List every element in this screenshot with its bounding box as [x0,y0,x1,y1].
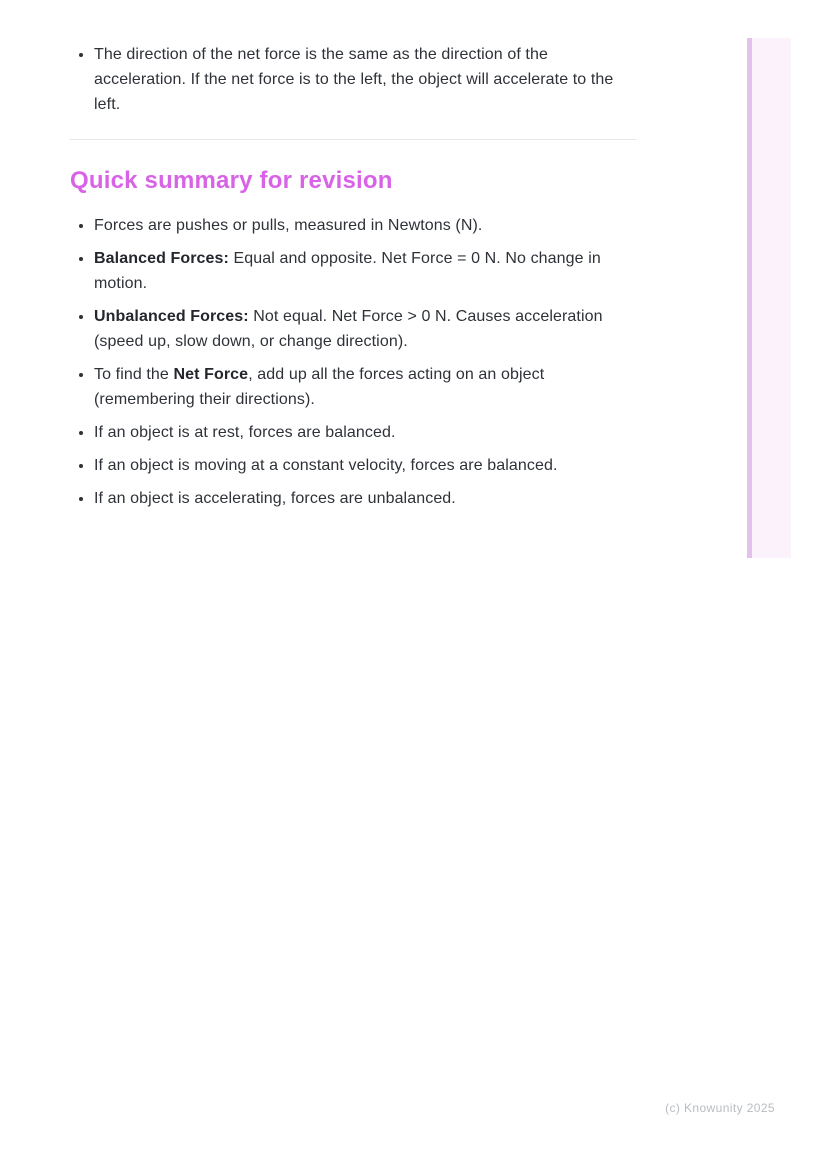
list-item-text: If an object is accelerating, forces are unbalanced. [94,490,456,507]
list-item-text: Not equal. Net Force > 0 N. Causes acceleration (speed up, slow down, or change direction). [94,308,603,350]
list-item-bold: Net Force [173,366,249,383]
list-item-bold: Unbalanced Forces: [94,308,249,325]
list-item [94,246,636,296]
list-item-text: If an object is at rest, forces are balanced. [94,424,396,441]
list-item-bold: Balanced Forces: [94,250,229,267]
list-item [94,362,636,412]
side-highlight-bar [747,38,791,558]
list-item-text: The direction of the net force is the same as the direction of the acceleration. If the net force is to the left, the object will accelerate to the left. [94,46,614,113]
list-item [94,42,636,117]
list-item-text: , add up all the forces acting on an object (remembering their directions). [94,366,545,408]
list-item [94,420,636,445]
list-item [94,213,636,238]
summary-bullet-list [70,213,636,511]
section-heading: Quick summary for revision [70,167,393,194]
section-divider [70,139,636,140]
list-item-text: To find the [94,366,174,383]
list-item [94,486,636,511]
list-item-text: If an object is moving at a constant velocity, forces are balanced. [94,457,558,474]
summary-section [70,213,636,511]
copyright-footer: (c) Knowunity 2025 [665,1101,775,1115]
document-content [70,42,636,519]
list-item-text: Forces are pushes or pulls, measured in Newtons (N). [94,217,483,234]
intro-bullet-list [70,42,636,117]
list-item [94,304,636,354]
list-item-text: Equal and opposite. Net Force = 0 N. No change in motion. [94,250,601,292]
list-item [94,453,636,478]
